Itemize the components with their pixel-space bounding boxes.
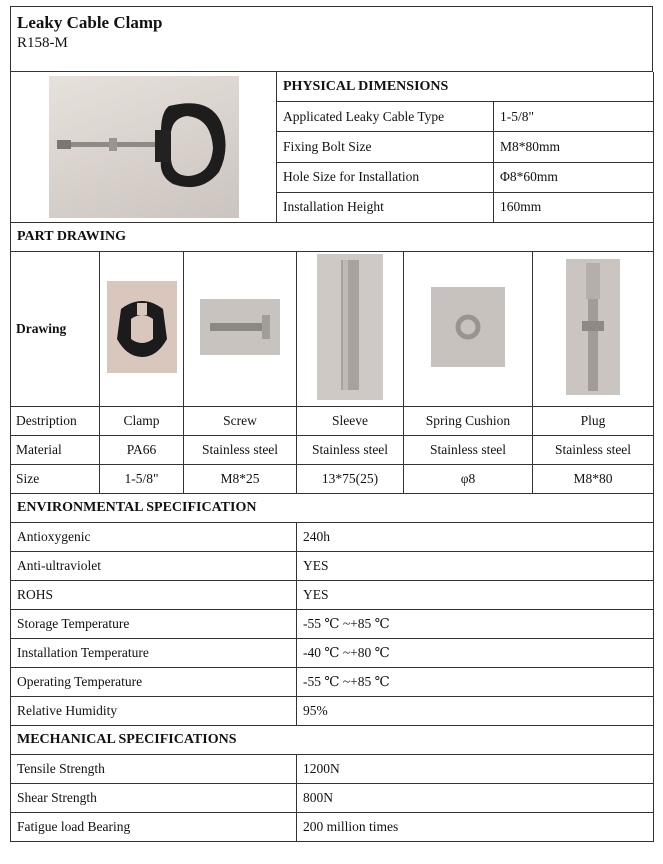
product-title: Leaky Cable Clamp (17, 13, 163, 32)
part-name: Clamp (100, 407, 184, 436)
part-drawing-table (10, 223, 654, 494)
part-name: Plug (533, 407, 654, 436)
physical-value: Φ8*60mm (494, 162, 654, 192)
env-value: -55 ℃ ~+85 ℃ (297, 668, 654, 697)
part-size: M8*80 (533, 465, 654, 494)
env-value: 240h (297, 523, 654, 552)
spring-cushion-image-cell (404, 252, 533, 407)
part-name: Screw (184, 407, 297, 436)
clamp-assembly-image (49, 76, 239, 218)
specifications-table (10, 494, 654, 842)
physical-label: Installation Height (277, 192, 494, 222)
clamp-image-cell (100, 252, 184, 407)
screw-image-cell (184, 252, 297, 407)
mech-label: Fatigue load Bearing (11, 813, 297, 842)
part-size: M8*25 (184, 465, 297, 494)
env-value: -55 ℃ ~+85 ℃ (297, 610, 654, 639)
physical-value: 160mm (494, 192, 654, 222)
mech-label: Tensile Strength (11, 755, 297, 784)
env-label: Antioxygenic (11, 523, 297, 552)
mechanical-title: MECHANICAL SPECIFICATIONS (11, 726, 654, 755)
material-label: Material (11, 436, 100, 465)
sleeve-image (317, 254, 383, 400)
spec-sheet (10, 6, 653, 842)
spring-cushion-image (431, 287, 505, 367)
clamp-image (107, 281, 177, 373)
product-model: R158-M (17, 35, 68, 51)
env-label: Installation Temperature (11, 639, 297, 668)
env-label: Storage Temperature (11, 610, 297, 639)
product-photo (49, 76, 239, 218)
mech-value: 1200N (297, 755, 654, 784)
physical-label: Hole Size for Installation (277, 162, 494, 192)
drawing-label: Drawing (11, 252, 100, 407)
part-drawing-title: PART DRAWING (11, 223, 654, 252)
part-material: Stainless steel (404, 436, 533, 465)
physical-label: Fixing Bolt Size (277, 132, 494, 162)
part-size: 1-5/8" (100, 465, 184, 494)
env-value: 95% (297, 697, 654, 726)
part-material: Stainless steel (297, 436, 404, 465)
mech-label: Shear Strength (11, 784, 297, 813)
mech-value: 800N (297, 784, 654, 813)
part-material: Stainless steel (184, 436, 297, 465)
header-table (10, 6, 653, 72)
physical-label: Applicated Leaky Cable Type (277, 102, 494, 132)
env-value: YES (297, 581, 654, 610)
mech-value: 200 million times (297, 813, 654, 842)
environmental-title: ENVIRONMENTAL SPECIFICATION (11, 494, 654, 523)
part-name: Sleeve (297, 407, 404, 436)
env-value: YES (297, 552, 654, 581)
env-label: Relative Humidity (11, 697, 297, 726)
description-label: Destription (11, 407, 100, 436)
physical-dimensions-table (10, 72, 654, 223)
header-cell (11, 7, 653, 72)
physical-value: 1-5/8" (494, 102, 654, 132)
physical-dimensions-title: PHYSICAL DIMENSIONS (277, 72, 654, 102)
product-photo-cell (11, 72, 277, 223)
screw-image (200, 299, 280, 355)
part-material: Stainless steel (533, 436, 654, 465)
physical-value: M8*80mm (494, 132, 654, 162)
part-name: Spring Cushion (404, 407, 533, 436)
part-size: φ8 (404, 465, 533, 494)
size-label: Size (11, 465, 100, 494)
plug-image (566, 259, 620, 395)
part-material: PA66 (100, 436, 184, 465)
plug-image-cell (533, 252, 654, 407)
env-value: -40 ℃ ~+80 ℃ (297, 639, 654, 668)
env-label: Operating Temperature (11, 668, 297, 697)
env-label: Anti-ultraviolet (11, 552, 297, 581)
sleeve-image-cell (297, 252, 404, 407)
env-label: ROHS (11, 581, 297, 610)
part-size: 13*75(25) (297, 465, 404, 494)
